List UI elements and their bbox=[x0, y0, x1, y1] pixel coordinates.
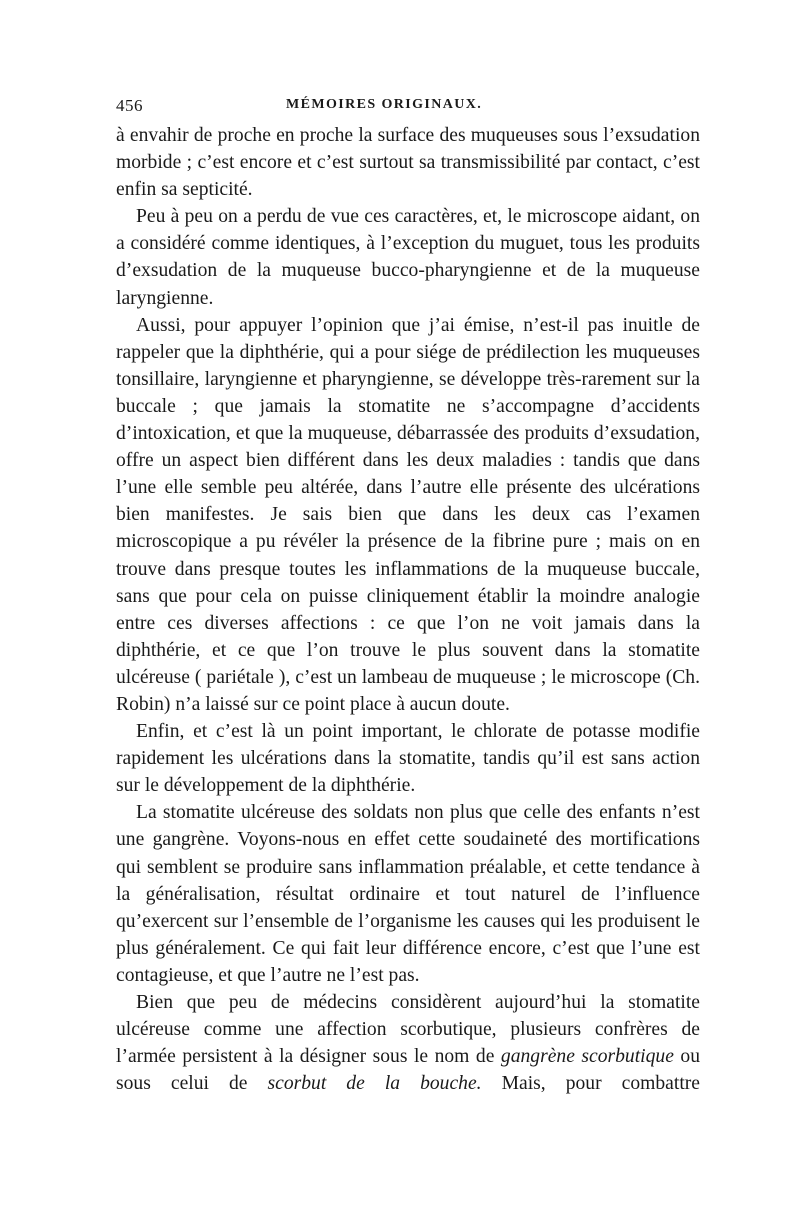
paragraph-1: à envahir de proche en proche la surface des muqueuses sous l’exsudation morbide ; c’est encore et c’est surtout sa transmissibilité par contact, c’est enfin sa septicité. bbox=[116, 125, 700, 201]
running-header bbox=[116, 96, 700, 122]
body-text bbox=[116, 122, 700, 1097]
paragraph-6-text-after: Mais, pour combattre bbox=[481, 1073, 700, 1095]
paragraph-6 bbox=[116, 989, 700, 1097]
paragraph-3: Aussi, pour appuyer l’opinion que j’ai émise, n’est-il pas inuitle de rappeler que la diphthérie, qui a pour siége de prédilection les muqueuses tonsillaire, laryngienne et pharyngienne, se développe très-rarement sur la buccale ; que jamais la stomatite ne s’accompagne d’accidents d’intoxication, et que la muqueuse, débarrassée des produits d’exsudation, offre un aspect bien différent dans les deux maladies : tandis que dans l’une elle semble peu altérée, dans l’autre elle présente des ulcérations bien manifestes. Je sais bien que dans les deux cas l’examen microscopique a pu révéler la présence de la fibrine pure ; mais on en trouve dans presque toutes les inflammations de la muqueuse buccale, sans que pour cela on puisse cliniquement établir la moindre analogie entre ces diverses affections : ce que l’on ne voit jamais dans la diphthérie, et ce que l’on trouve le plus souvent dans la stomatite ulcéreuse ( pariétale ), c’est un lambeau de muqueuse ; le microscope (Ch. Robin) n’a laissé sur ce point place à aucun doute. bbox=[116, 314, 700, 715]
paragraph-5: La stomatite ulcéreuse des soldats non plus que celle des enfants n’est une gangrène. Voyons-nous en effet cette soudaineté des mortifications qui semblent se produire sans inflammation préalable, et cette tendance à la généralisation, résultat ordinaire et tout naturel de l’influence qu’exercent sur l’ensemble de l’organisme les causes qui les produisent le plus généralement. Ce qui fait leur différence encore, c’est que l’une est contagieuse, et que l’autre ne l’est pas. bbox=[116, 802, 700, 986]
book-page bbox=[116, 96, 700, 1097]
italic-term-gangrene-scorbutique: gangrène scorbutique bbox=[500, 1046, 674, 1068]
running-title: MÉMOIRES ORIGINAUX. bbox=[286, 97, 483, 112]
paragraph-4: Enfin, et c’est là un point important, le chlorate de potasse modifie rapidement les ulcérations dans la stomatite, tandis qu’il est sans action sur le développement de la diphthérie. bbox=[116, 721, 700, 797]
paragraph-6-text-before: Bien que peu de médecins considèrent aujourd’hui la stomatite ulcéreuse comme une affection scorbutique, plusieurs confrères de l’armée persistent à la désigner sous le nom de bbox=[116, 992, 700, 1068]
italic-term-scorbut-de-la-bouche: scorbut de la bouche. bbox=[267, 1073, 482, 1095]
paragraph-2: Peu à peu on a perdu de vue ces caractères, et, le microscope aidant, on a considéré comme identiques, à l’exception du muguet, tous les produits d’exsudation de la muqueuse bucco-pharyngienne et de la muqueuse laryngienne. bbox=[116, 206, 700, 309]
paragraph-6-text-middle: ou sous celui de bbox=[116, 1046, 700, 1095]
page-number: 456 bbox=[116, 96, 143, 115]
